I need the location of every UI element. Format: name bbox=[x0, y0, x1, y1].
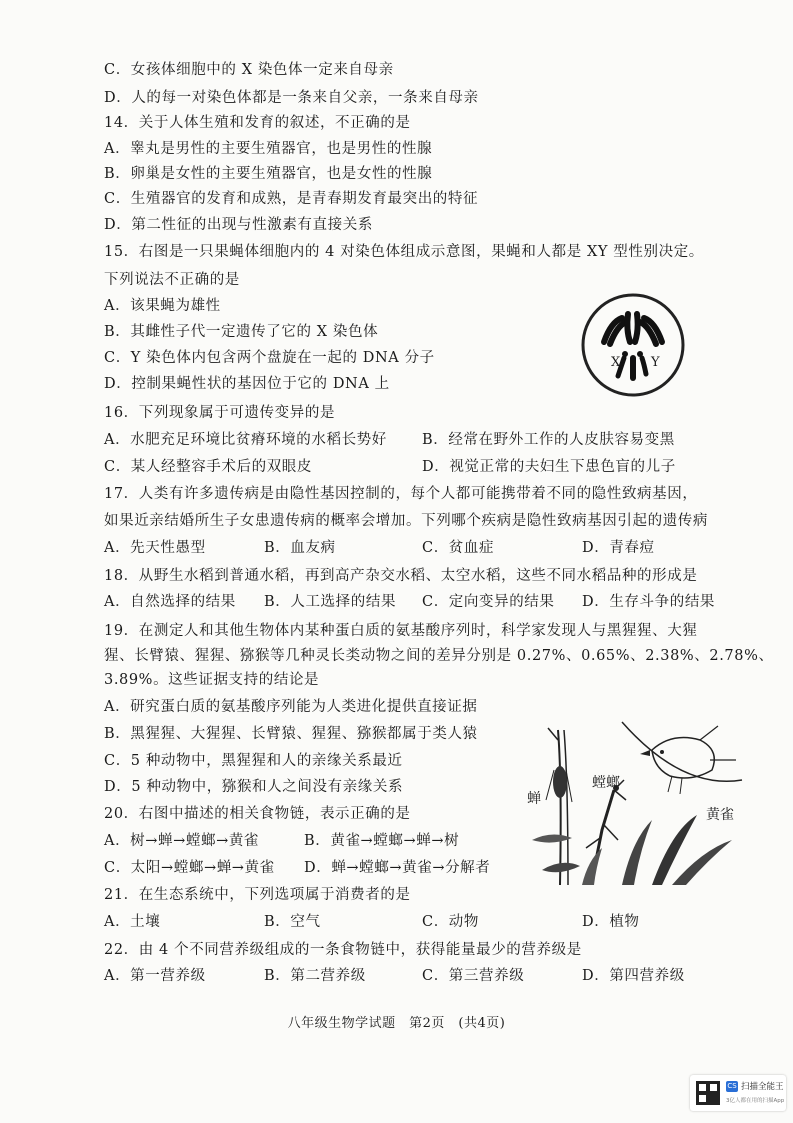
qr-code-icon bbox=[696, 1081, 720, 1105]
q21-option-d: D．植物 bbox=[582, 914, 640, 930]
q22-option-b: B．第二营养级 bbox=[264, 968, 366, 984]
q16-option-c: C．某人经整容手术后的双眼皮 bbox=[104, 459, 312, 475]
q19-stem-cont: 猩、长臂猿、猩猩、猕猴等几种灵长类动物之间的差异分别是 0.27%、0.65%、2.38%、2.78%、 bbox=[104, 648, 774, 664]
q20-option-a: A．树→蝉→螳螂→黄雀 bbox=[104, 833, 260, 849]
q21-stem: 21．在生态系统中，下列选项属于消费者的是 bbox=[104, 887, 411, 903]
q19-option-c: C．5 种动物中，黑猩猩和人的亲缘关系最近 bbox=[104, 753, 403, 769]
q15-option-c: C．Y 染色体内包含两个盘旋在一起的 DNA 分子 bbox=[104, 350, 435, 366]
q17-stem: 17．人类有许多遗传病是由隐性基因控制的，每个人都可能携带着不同的隐性致病基因， bbox=[104, 486, 698, 502]
sparrow-label: 黄雀 bbox=[706, 807, 734, 823]
q16-option-b: B．经常在野外工作的人皮肤容易变黑 bbox=[422, 432, 675, 448]
q19-option-b: B．黑猩猩、大猩猩、长臂猿、猩猩、猕猴都属于类人猿 bbox=[104, 726, 478, 742]
q22-stem: 22．由 4 个不同营养级组成的一条食物链中，获得能量最少的营养级是 bbox=[104, 942, 582, 958]
q18-stem: 18．从野生水稻到普通水稻，再到高产杂交水稻、太空水稻，这些不同水稻品种的形成是 bbox=[104, 568, 698, 584]
q19-option-d: D．5 种动物中，猕猴和人之间没有亲缘关系 bbox=[104, 779, 404, 795]
q20-stem: 20．右图中描述的相关食物链，表示正确的是 bbox=[104, 806, 411, 822]
mantis-label: 螳螂 bbox=[592, 775, 620, 791]
q18-option-d: D．生存斗争的结果 bbox=[582, 594, 716, 610]
q19-option-a: A．研究蛋白质的氨基酸序列能为人类进化提供直接证据 bbox=[104, 699, 478, 715]
q14-stem: 14．关于人体生殖和发育的叙述，不正确的是 bbox=[104, 115, 411, 131]
q15-option-d: D．控制果蝇性状的基因位于它的 DNA 上 bbox=[104, 376, 390, 392]
q16-option-a: A．水肥充足环境比贫瘠环境的水稻长势好 bbox=[104, 432, 387, 448]
q14-option-b: B．卵巢是女性的主要生殖器官，也是女性的性腺 bbox=[104, 166, 433, 182]
q17-stem-cont: 如果近亲结婚所生子女患遗传病的概率会增加。下列哪个疾病是隐性致病基因引起的遗传病 bbox=[104, 513, 708, 529]
q15-stem-cont: 下列说法不正确的是 bbox=[104, 272, 240, 288]
q14-option-a: A．睾丸是男性的主要生殖器官，也是男性的性腺 bbox=[104, 141, 433, 157]
scanner-watermark bbox=[690, 1075, 786, 1111]
q22-option-d: D．第四营养级 bbox=[582, 968, 685, 984]
q13-option-c: C．女孩体细胞中的 X 染色体一定来自母亲 bbox=[104, 62, 394, 78]
fruit-fly-chromosome-diagram bbox=[580, 292, 686, 398]
q13-option-d: D．人的每一对染色体都是一条来自父亲，一条来自母亲 bbox=[104, 90, 479, 106]
q14-option-c: C．生殖器官的发育和成熟，是青春期发育最突出的特征 bbox=[104, 191, 479, 207]
q22-option-c: C．第三营养级 bbox=[422, 968, 525, 984]
q22-option-a: A．第一营养级 bbox=[104, 968, 206, 984]
scanner-tagline: 3亿人都在用的扫描App bbox=[726, 1098, 785, 1104]
q21-option-b: B．空气 bbox=[264, 914, 321, 930]
q16-stem: 16．下列现象属于可遗传变异的是 bbox=[104, 405, 336, 421]
q19-stem: 19．在测定人和其他生物体内某种蛋白质的氨基酸序列时，科学家发现人与黑猩猩、大猩 bbox=[104, 623, 698, 639]
q20-option-c: C．太阳→螳螂→蝉→黄雀 bbox=[104, 860, 275, 876]
q17-option-b: B．血友病 bbox=[264, 540, 336, 556]
camscanner-icon: CS bbox=[727, 1082, 737, 1090]
scanner-app-name: 扫描全能王 bbox=[741, 1082, 784, 1092]
q21-option-a: A．土壤 bbox=[104, 914, 161, 930]
q18-option-c: C．定向变异的结果 bbox=[422, 594, 555, 610]
y-chromosome-label: Y bbox=[651, 355, 660, 370]
q18-option-b: B．人工选择的结果 bbox=[264, 594, 397, 610]
q15-stem: 15．右图是一只果蝇体细胞内的 4 对染色体组成示意图，果蝇和人都是 XY 型性别决定。 bbox=[104, 244, 704, 260]
q20-option-b: B．黄雀→螳螂→蝉→树 bbox=[304, 833, 460, 849]
q21-option-c: C．动物 bbox=[422, 914, 479, 930]
q17-option-c: C．贫血症 bbox=[422, 540, 495, 556]
q17-option-a: A．先天性愚型 bbox=[104, 540, 206, 556]
q19-stem-cont2: 3.89%。这些证据支持的结论是 bbox=[104, 672, 320, 688]
cicada-label: 蝉 bbox=[527, 791, 541, 807]
q16-option-d: D．视觉正常的夫妇生下患色盲的儿子 bbox=[422, 459, 676, 475]
q20-option-d: D．蝉→螳螂→黄雀→分解者 bbox=[304, 860, 491, 876]
food-chain-illustration bbox=[522, 720, 754, 885]
x-chromosome-label: X bbox=[611, 355, 621, 370]
q17-option-d: D．青春痘 bbox=[582, 540, 655, 556]
q18-option-a: A．自然选择的结果 bbox=[104, 594, 236, 610]
q15-option-b: B．其雌性子代一定遗传了它的 X 染色体 bbox=[104, 324, 379, 340]
q15-option-a: A．该果蝇为雄性 bbox=[104, 298, 221, 314]
page-footer: 八年级生物学试题 第2页 (共4页) bbox=[287, 1016, 506, 1031]
q14-option-d: D．第二性征的出现与性激素有直接关系 bbox=[104, 217, 373, 233]
